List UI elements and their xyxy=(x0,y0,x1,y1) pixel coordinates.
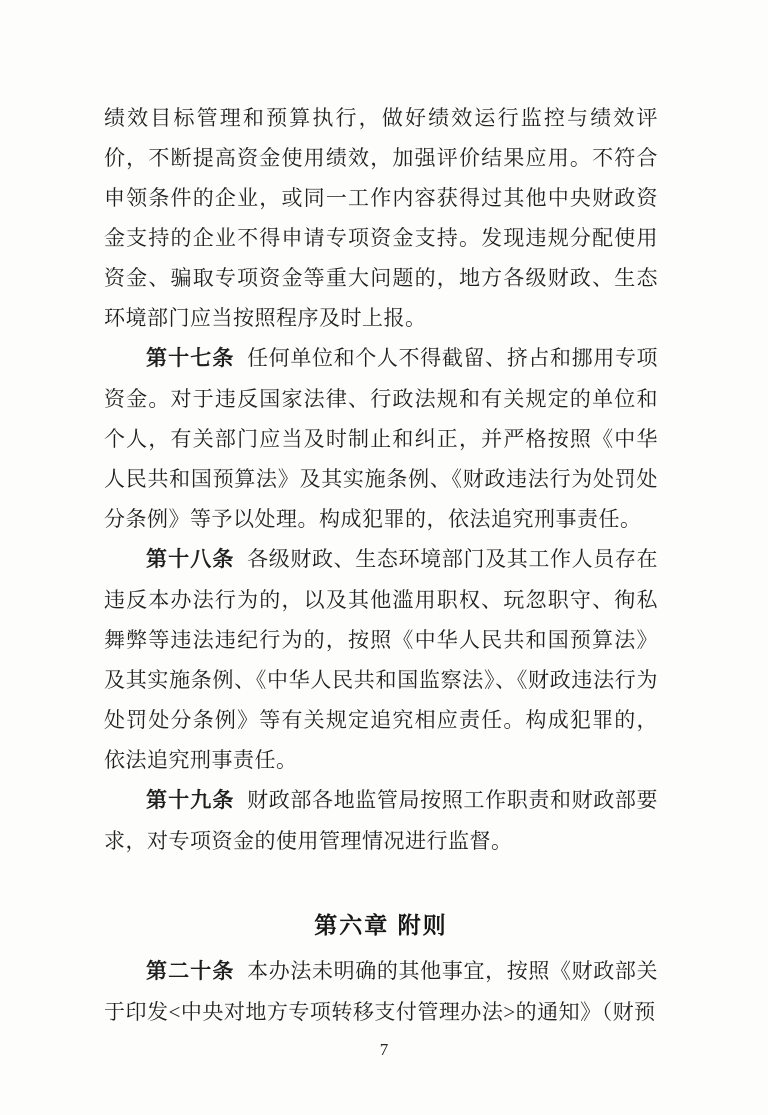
article-20-label: 第二十条 xyxy=(146,960,235,983)
article-17-text: 任何单位和个人不得截留、挤占和挪用专项资金。对于违反国家法律、行政法规和有关规定的单位和个人，有关部门应当及时制止和纠正，并严格按照《中华人民共和国预算法》及其实施条例、《财政违法行为处罚处分条例》等予以处理。构成犯罪的，依法追究刑事责任。 xyxy=(104,346,659,531)
article-17 xyxy=(104,338,658,539)
document-body xyxy=(104,98,658,1032)
page-number: 7 xyxy=(379,1040,389,1059)
article-18-text: 各级财政、生态环境部门及其工作人员存在违反本办法行为的，以及其他滥用职权、玩忽职守、徇私舞弊等违法违纪行为的，按照《中华人民共和国预算法》及其实施条例、《中华人民共和国监察法》、《财政违法行为处罚处分条例》等有关规定追究相应责任。构成犯罪的，依法追究刑事责任。 xyxy=(104,547,659,772)
article-20 xyxy=(104,951,658,1032)
paragraph-text: 绩效目标管理和预算执行，做好绩效运行监控与绩效评价，不断提高资金使用绩效，加强评价结果应用。不符合申领条件的企业，或同一工作内容获得过其他中央财政资金支持的企业不得申请专项资金支持。发现违规分配使用资金、骗取专项资金等重大问题的，地方各级财政、生态环境部门应当按照程序及时上报。 xyxy=(104,106,658,330)
article-19 xyxy=(104,780,658,861)
article-18-label: 第十八条 xyxy=(146,548,235,571)
article-20-text: 本办法未明确的其他事宜，按照《财政部关于印发<中央对地方专项转移支付管理办法>的通知》（财预 xyxy=(104,959,659,1024)
article-18 xyxy=(104,539,658,780)
chapter-heading: 第六章 附则 xyxy=(314,912,448,938)
paragraph-continuation xyxy=(104,98,658,338)
article-17-label: 第十七条 xyxy=(146,347,235,370)
article-19-text: 财政部各地监管局按照工作职责和财政部要求，对专项资金的使用管理情况进行监督。 xyxy=(104,788,659,853)
article-19-label: 第十九条 xyxy=(146,789,235,812)
